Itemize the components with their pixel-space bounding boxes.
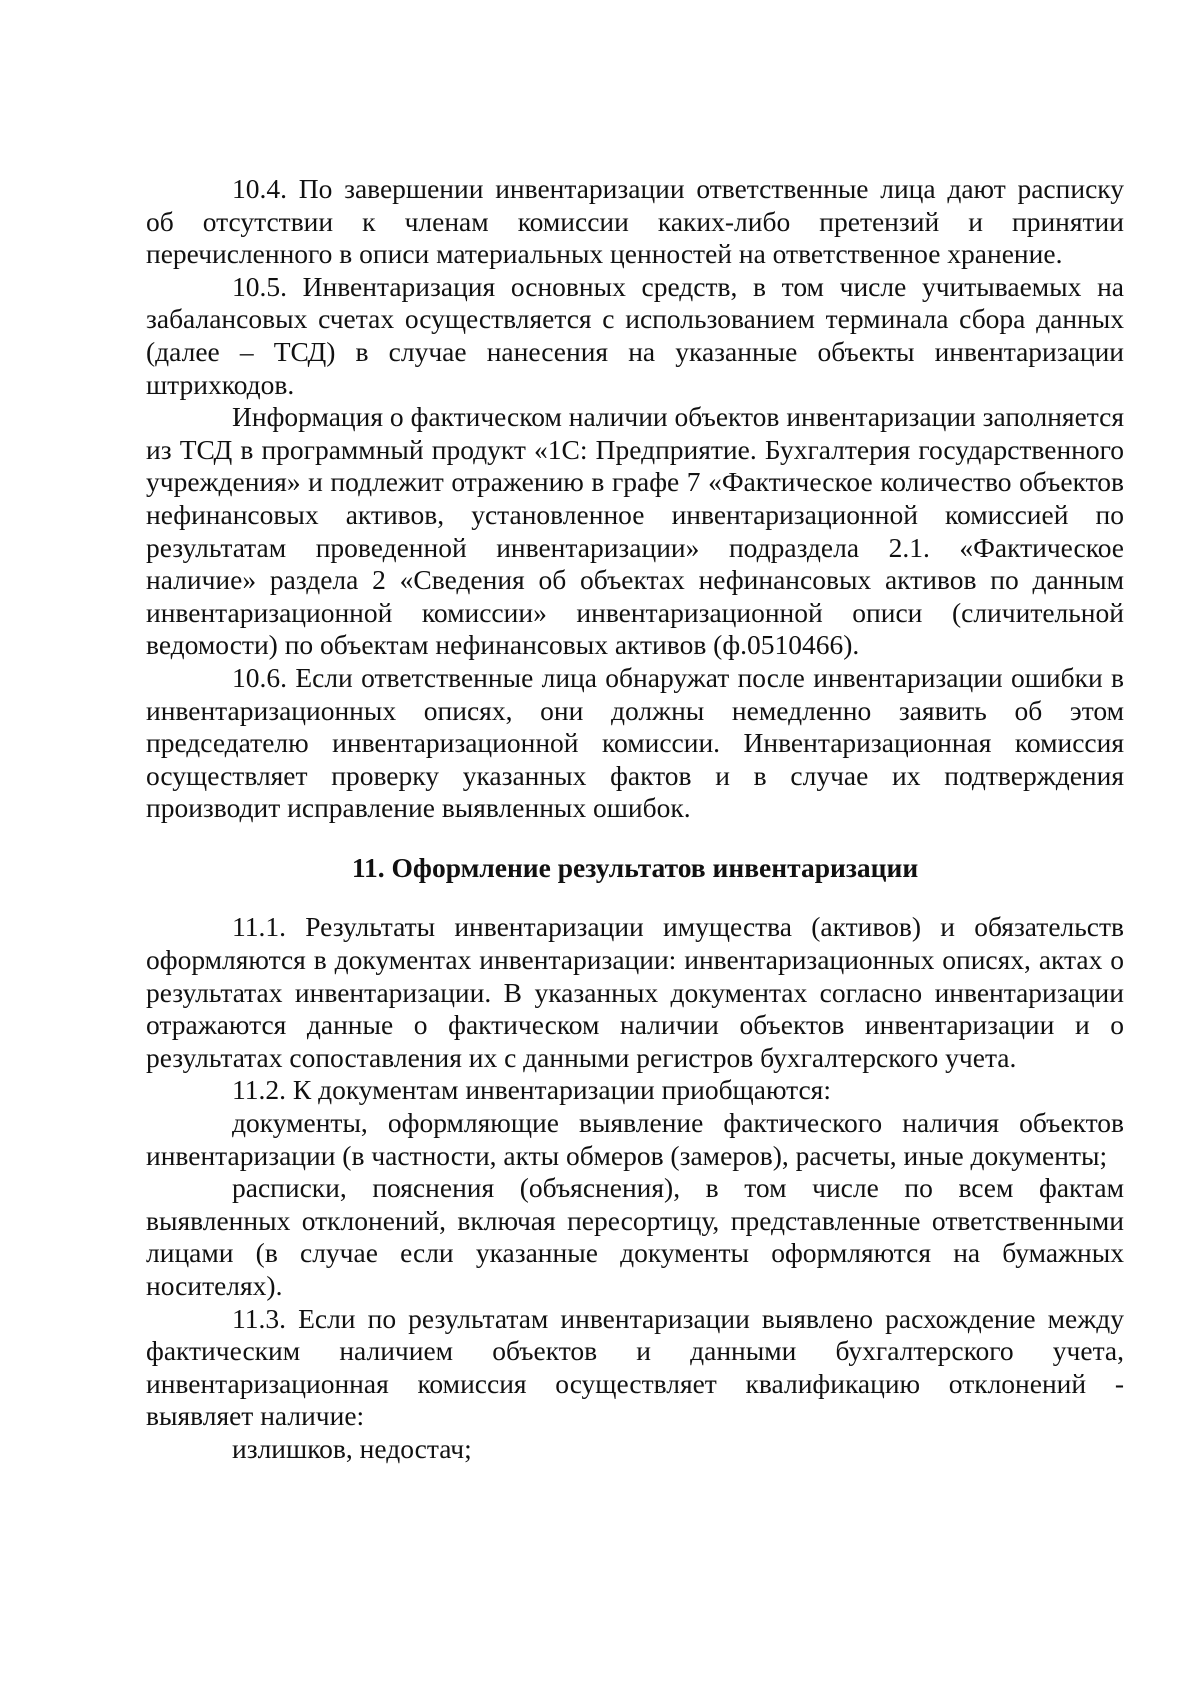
paragraph-tsd-information: Информация о фактическом наличии объектов инвентаризации заполняется из ТСД в программный продукт «1С: Предприятие. Бухгалтерия государственного учреждения» и подлежит отражению в графе 7 «Фактическое количество объектов нефинансовых активов, установленное инвентаризационной комиссией по результатам проведенной инвентаризации» подраздела 2.1. «Фактическое наличие» раздела 2 «Сведения об объектах нефинансовых активов по данным инвентаризационной комиссии» инвентаризационной описи (сличительной ведомости) по объектам нефинансовых активов (ф.0510466). (146, 401, 1124, 661)
paragraph-11-1: 11.1. Результаты инвентаризации имущества (активов) и обязательств оформляются в документах инвентаризации: инвентаризационных описях, актах о результатах инвентаризации. В указанных документах согласно инвентаризации отражаются данные о фактическом наличии объектов инвентаризации и о результатах сопоставления их с данными регистров бухгалтерского учета. (146, 911, 1124, 1073)
section-heading-11: 11. Оформление результатов инвентаризации (351, 851, 919, 883)
paragraph-11-3: 11.3. Если по результатам инвентаризации выявлено расхождение между фактическим наличием объектов и данными бухгалтерского учета, инвентаризационная комиссия осуществляет квалификацию отклонений - выявляет наличие: (146, 1302, 1124, 1432)
paragraph-10-5: 10.5. Инвентаризация основных средств, в том числе учитываемых на забалансовых счетах осуществляется с использованием терминала сбора данных (далее – ТСД) в случае нанесения на указанные объекты инвентаризации штрихкодов. (146, 270, 1124, 400)
paragraph-10-4: 10.4. По завершении инвентаризации ответственные лица дают расписку об отсутствии к членам комиссии каких-либо претензий и принятии перечисленного в описи материальных ценностей на ответственное хранение. (146, 173, 1124, 270)
list-item-surpluses: излишков, недостач; (232, 1432, 472, 1464)
paragraph-10-6: 10.6. Если ответственные лица обнаружат после инвентаризации ошибки в инвентаризационных описях, они должны немедленно заявить об этом председателю инвентаризационной комиссии. Инвентаризационная комиссия осуществляет проверку указанных фактов и в случае их подтверждения производит исправление выявленных ошибок. (146, 661, 1124, 824)
paragraph-11-2: 11.2. К документам инвентаризации приобщаются: (232, 1074, 831, 1106)
document-body (146, 173, 1124, 1466)
list-item-documents: документы, оформляющие выявление фактического наличия объектов инвентаризации (в частности, акты обмеров (замеров), расчеты, иные документы; (146, 1107, 1124, 1171)
list-item-receipts: расписки, пояснения (объяснения), в том числе по всем фактам выявленных отклонений, включая пересортицу, представленные ответственными лицами (в случае если указанные документы оформляются на бумажных носителях). (146, 1172, 1124, 1301)
